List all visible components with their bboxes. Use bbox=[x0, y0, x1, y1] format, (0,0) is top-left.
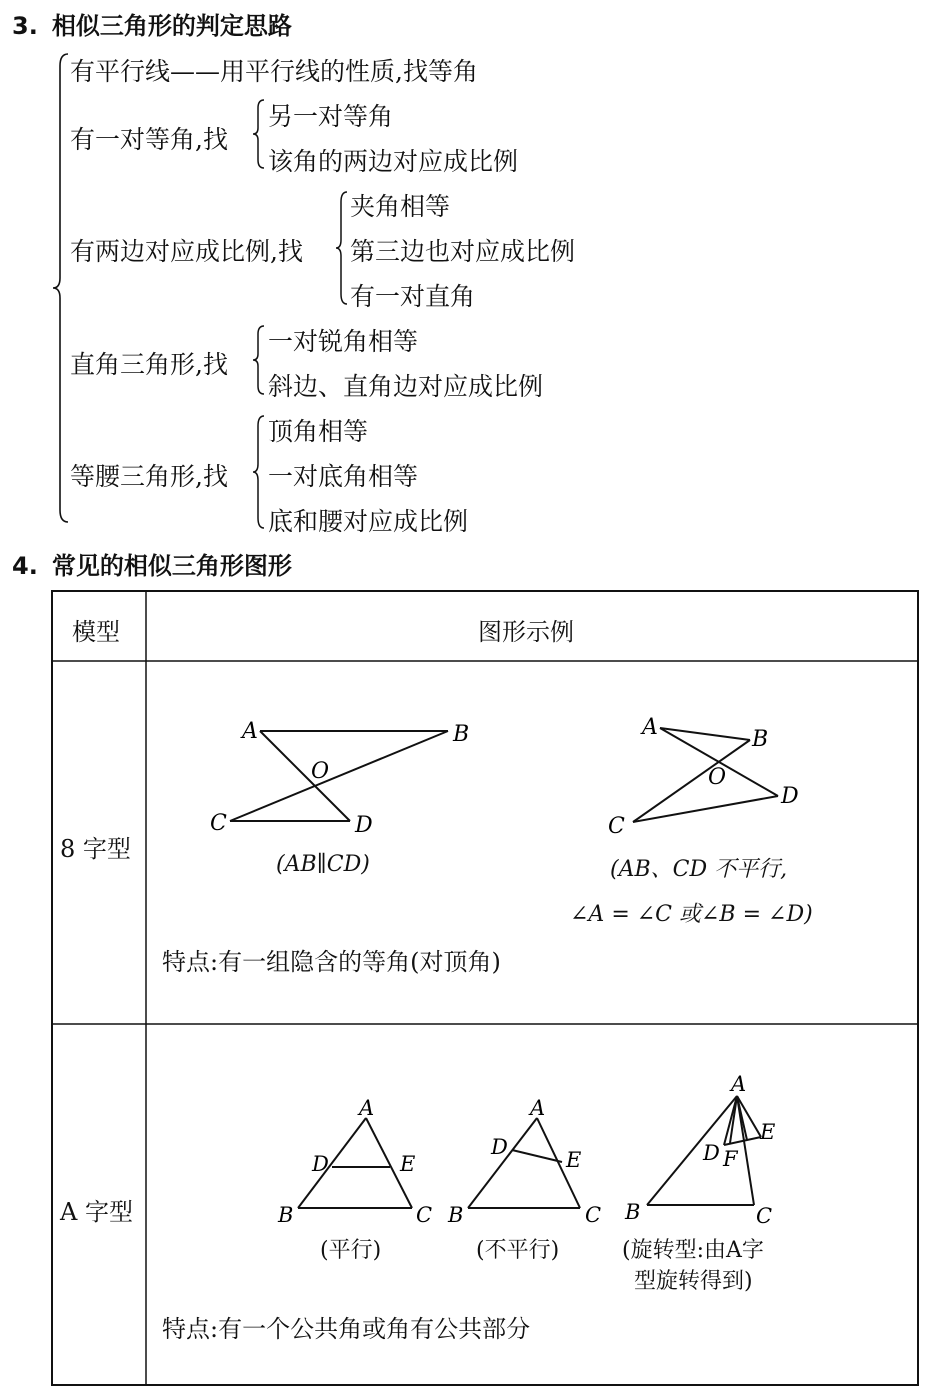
figure-a-nonparallel-caption: (不平行) bbox=[476, 1238, 560, 1263]
point-label: E bbox=[566, 1148, 582, 1172]
point-label: E bbox=[400, 1152, 416, 1176]
right-triangle-item-2: 斜边、直角边对应成比例 bbox=[268, 372, 544, 401]
figure-a-rotation bbox=[610, 1068, 810, 1228]
point-label: D bbox=[703, 1141, 720, 1165]
two-sides-item-2: 第三边也对应成比例 bbox=[350, 237, 576, 266]
section4-number: 4. bbox=[12, 552, 38, 580]
point-label: A bbox=[242, 719, 258, 744]
point-label: B bbox=[448, 1203, 464, 1227]
figure-8-nonparallel-caption-2: ∠A = ∠C 或∠B = ∠D) bbox=[570, 902, 813, 927]
point-label: D bbox=[312, 1152, 329, 1176]
point-label: A bbox=[359, 1096, 375, 1120]
point-label: A bbox=[530, 1096, 546, 1120]
right-triangle-lead: 直角三角形,找 bbox=[70, 350, 228, 379]
table-header-example: 图形示例 bbox=[478, 618, 574, 646]
point-label: D bbox=[781, 784, 799, 809]
row8-feature: 特点:有一组隐含的等角(对顶角) bbox=[162, 948, 501, 976]
figure-8-nonparallel-caption-1: (AB、CD 不平行, bbox=[610, 857, 788, 882]
figure-a-rotation-caption-1: (旋转型:由A字 bbox=[622, 1238, 764, 1263]
point-label: B bbox=[752, 727, 769, 752]
two-sides-item-3: 有一对直角 bbox=[350, 282, 476, 311]
section3-number: 3. bbox=[12, 12, 38, 40]
row8-label: 8 字型 bbox=[60, 835, 131, 863]
point-label: C bbox=[210, 811, 227, 836]
point-label: C bbox=[608, 814, 625, 839]
rowA-label: A 字型 bbox=[60, 1198, 133, 1226]
section3-title: 相似三角形的判定思路 bbox=[51, 12, 292, 40]
parallel-line-rule: 有平行线——用平行线的性质,找等角 bbox=[70, 57, 478, 86]
point-label: B bbox=[453, 722, 470, 747]
figure-8-parallel-caption: (AB∥CD) bbox=[276, 852, 370, 877]
section4-title: 常见的相似三角形图形 bbox=[51, 552, 292, 580]
equal-angle-lead: 有一对等角,找 bbox=[70, 125, 228, 154]
point-label: O bbox=[708, 765, 727, 790]
isosceles-item-3: 底和腰对应成比例 bbox=[268, 507, 469, 536]
point-label: B bbox=[278, 1203, 294, 1227]
rowA-feature: 特点:有一个公共角或角有公共部分 bbox=[162, 1315, 531, 1343]
figure-8-nonparallel bbox=[600, 700, 820, 840]
point-label: O bbox=[311, 759, 330, 784]
isosceles-item-2: 一对底角相等 bbox=[268, 462, 419, 491]
table-header-model: 模型 bbox=[72, 618, 120, 646]
figure-a-nonparallel bbox=[440, 1090, 610, 1230]
isosceles-lead: 等腰三角形,找 bbox=[70, 462, 228, 491]
point-label: C bbox=[585, 1203, 602, 1227]
point-label: D bbox=[491, 1135, 508, 1159]
figure-a-rotation-caption-2: 型旋转得到) bbox=[634, 1269, 753, 1294]
two-sides-lead: 有两边对应成比例,找 bbox=[70, 237, 303, 266]
figure-a-parallel-caption: (平行) bbox=[320, 1238, 382, 1263]
point-label: C bbox=[416, 1203, 433, 1227]
point-label: B bbox=[625, 1200, 641, 1224]
point-label: A bbox=[731, 1072, 747, 1096]
point-label: E bbox=[760, 1120, 776, 1144]
point-label: F bbox=[723, 1147, 738, 1171]
isosceles-item-1: 顶角相等 bbox=[268, 417, 369, 446]
right-triangle-item-1: 一对锐角相等 bbox=[268, 327, 419, 356]
point-label: D bbox=[355, 813, 373, 838]
equal-angle-item-1: 另一对等角 bbox=[268, 102, 394, 131]
two-sides-item-1: 夹角相等 bbox=[350, 192, 451, 221]
point-label: A bbox=[642, 715, 658, 740]
point-label: C bbox=[756, 1204, 773, 1228]
figure-a-parallel bbox=[270, 1090, 440, 1230]
figure-8-parallel bbox=[200, 700, 500, 840]
equal-angle-item-2: 该角的两边对应成比例 bbox=[268, 147, 519, 176]
